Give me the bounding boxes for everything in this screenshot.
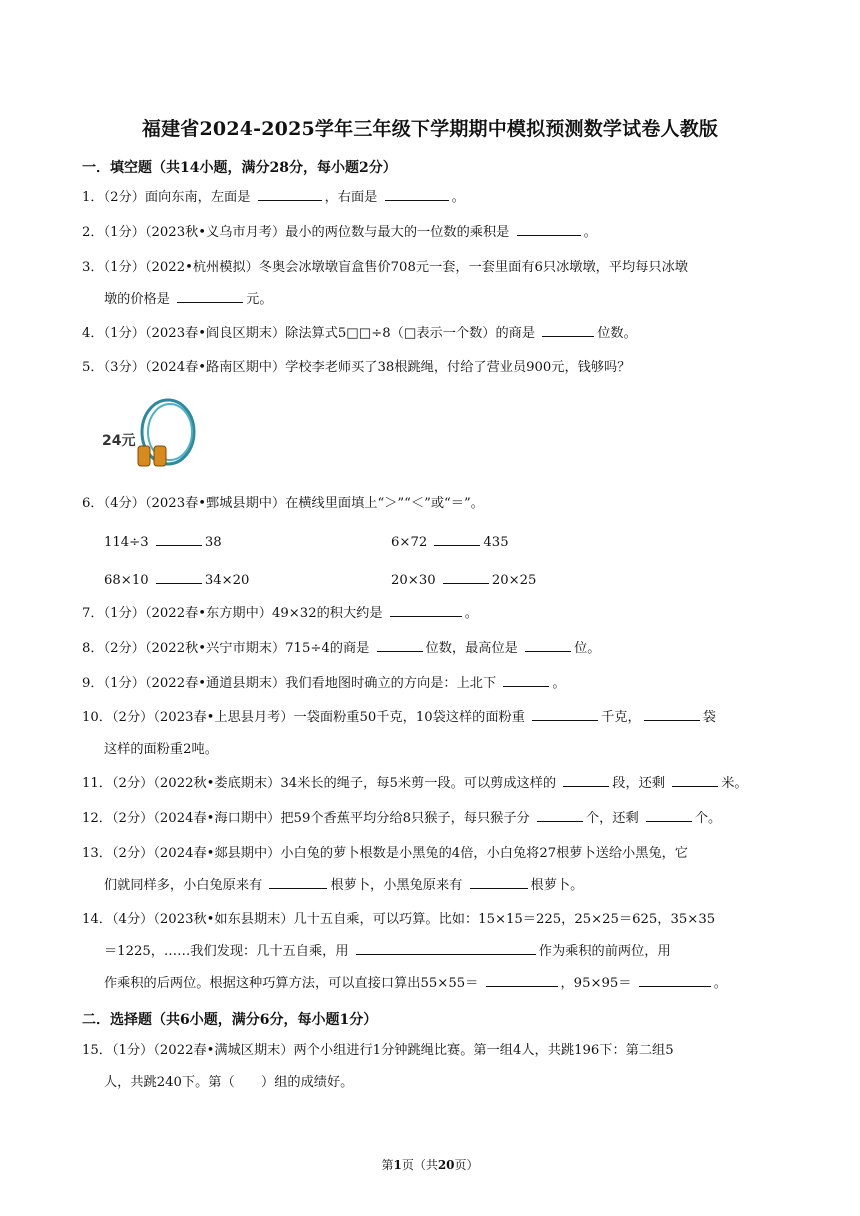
answer-blank[interactable] bbox=[356, 940, 536, 955]
question-6: 6．（4分）（2023春•鄄城县期中）在横线里面填上“＞”“＜”或“＝”。 bbox=[82, 496, 484, 511]
compare-item-2: 6×72 435 bbox=[391, 531, 509, 550]
answer-blank[interactable] bbox=[537, 807, 583, 822]
question-12: 12．（2分）（2024春•海口期中）把59个香蕉平均分给8只猴子，每只猴子分 个，还剩 个。 bbox=[82, 804, 782, 834]
question-2: 2．（1分）（2023秋•义乌市月考）最小的两位数与最大的一位数的乘积是 。 bbox=[82, 218, 782, 248]
answer-blank[interactable] bbox=[434, 531, 480, 546]
answer-blank[interactable] bbox=[377, 637, 423, 652]
answer-blank[interactable] bbox=[517, 221, 581, 236]
answer-blank[interactable] bbox=[503, 672, 549, 687]
answer-blank[interactable] bbox=[563, 772, 609, 787]
answer-blank[interactable] bbox=[443, 569, 489, 584]
answer-blank[interactable] bbox=[156, 531, 202, 546]
question-14: 14．（4分）（2023秋•如东县期末）几十五自乘，可以巧算。比如：15×15＝225，25×25＝625，35×35 bbox=[82, 912, 716, 927]
answer-blank[interactable] bbox=[486, 972, 558, 987]
total-pages: 20 bbox=[437, 1158, 455, 1172]
compare-item-4: 20×30 20×25 bbox=[391, 569, 536, 588]
question-3: 3．（1分）（2022•杭州模拟）冬奥会冰墩墩盲盒售价708元一套，一套里面有6只冰墩墩，平均每只冰墩 bbox=[82, 260, 688, 275]
compare-item-3: 68×10 34×20 bbox=[104, 569, 249, 588]
question-3-cont: 墩的价格是 元。 bbox=[104, 285, 273, 315]
question-8: 8．（2分）（2022秋•兴宁市期末）715÷4的商是 位数，最高位是 位。 bbox=[82, 634, 782, 664]
page-footer: 第1页（共20页） bbox=[381, 1158, 479, 1172]
question-15: 15．（1分）（2022春•满城区期末）两个小组进行1分钟跳绳比赛。第一组4人，共跳196下：第二组5 bbox=[82, 1043, 674, 1058]
answer-blank[interactable] bbox=[639, 972, 711, 987]
question-7: 7．（1分）（2022春•东方期中）49×32的积大约是 。 bbox=[82, 599, 782, 629]
price-label: 24元 bbox=[102, 433, 136, 449]
section-heading-fill-blank: 一．填空题（共14小题，满分28分，每小题2分） bbox=[82, 160, 397, 176]
page-number: 1 bbox=[393, 1158, 402, 1172]
answer-blank[interactable] bbox=[532, 706, 598, 721]
answer-blank[interactable] bbox=[385, 186, 449, 201]
question-13: 13．（2分）（2024春•郯县期中）小白兔的萝卜根数是小黑兔的4倍，小白兔将27根萝卜送给小黑兔，它 bbox=[82, 846, 688, 861]
question-15-cont: 人，共跳240下。第（ ）组的成绩好。 bbox=[104, 1075, 354, 1090]
answer-blank[interactable] bbox=[390, 602, 462, 617]
question-14-cont: ＝1225，……我们发现：几十五自乘，用 作为乘积的前两位，用 bbox=[104, 937, 671, 967]
question-4: 4．（1分）（2023春•阎良区期末）除法算式5□□÷8（□表示一个数）的商是 位数。 bbox=[82, 319, 782, 349]
section-heading-choice: 二．选择题（共6小题，满分6分，每小题1分） bbox=[82, 1012, 378, 1028]
question-1: 1．（2分）面向东南，左面是 ，右面是 。 bbox=[82, 183, 782, 213]
answer-blank[interactable] bbox=[525, 637, 571, 652]
question-14-cont-2: 作乘积的后两位。根据这种巧算方法，可以直接口算出55×55＝ ，95×95＝ 。 bbox=[104, 969, 727, 999]
question-9: 9．（1分）（2022春•通道县期末）我们看地图时确立的方向是：上北下 。 bbox=[82, 669, 782, 699]
answer-blank[interactable] bbox=[644, 706, 700, 721]
answer-blank[interactable] bbox=[672, 772, 718, 787]
question-10-cont: 这样的面粉重2吨。 bbox=[104, 742, 218, 757]
page-title: 福建省2024-2025学年三年级下学期期中模拟预测数学试卷人教版 bbox=[141, 118, 719, 140]
rope-handle-right bbox=[154, 446, 166, 466]
question-10: 10．（2分）（2023春•上思县月考）一袋面粉重50千克，10袋这样的面粉重 千克， 袋 bbox=[82, 703, 782, 733]
answer-blank[interactable] bbox=[646, 807, 692, 822]
jump-rope-image bbox=[100, 390, 200, 470]
answer-blank[interactable] bbox=[258, 186, 322, 201]
answer-blank[interactable] bbox=[269, 874, 327, 889]
compare-item-1: 114÷3 38 bbox=[104, 531, 222, 550]
question-11: 11．（2分）（2022秋•娄底期末）34米长的绳子，每5米剪一段。可以剪成这样的 段，还剩 米。 bbox=[82, 769, 782, 799]
rope-handle-left bbox=[138, 446, 150, 466]
answer-blank[interactable] bbox=[542, 322, 594, 337]
answer-blank[interactable] bbox=[156, 569, 202, 584]
question-5: 5．（3分）（2024春•路南区期中）学校李老师买了38根跳绳，付给了营业员900元，钱够吗？ bbox=[82, 360, 631, 375]
question-13-cont: 们就同样多，小白兔原来有 根萝卜，小黑兔原来有 根萝卜。 bbox=[104, 871, 583, 901]
answer-blank[interactable] bbox=[177, 288, 243, 303]
answer-blank[interactable] bbox=[470, 874, 528, 889]
